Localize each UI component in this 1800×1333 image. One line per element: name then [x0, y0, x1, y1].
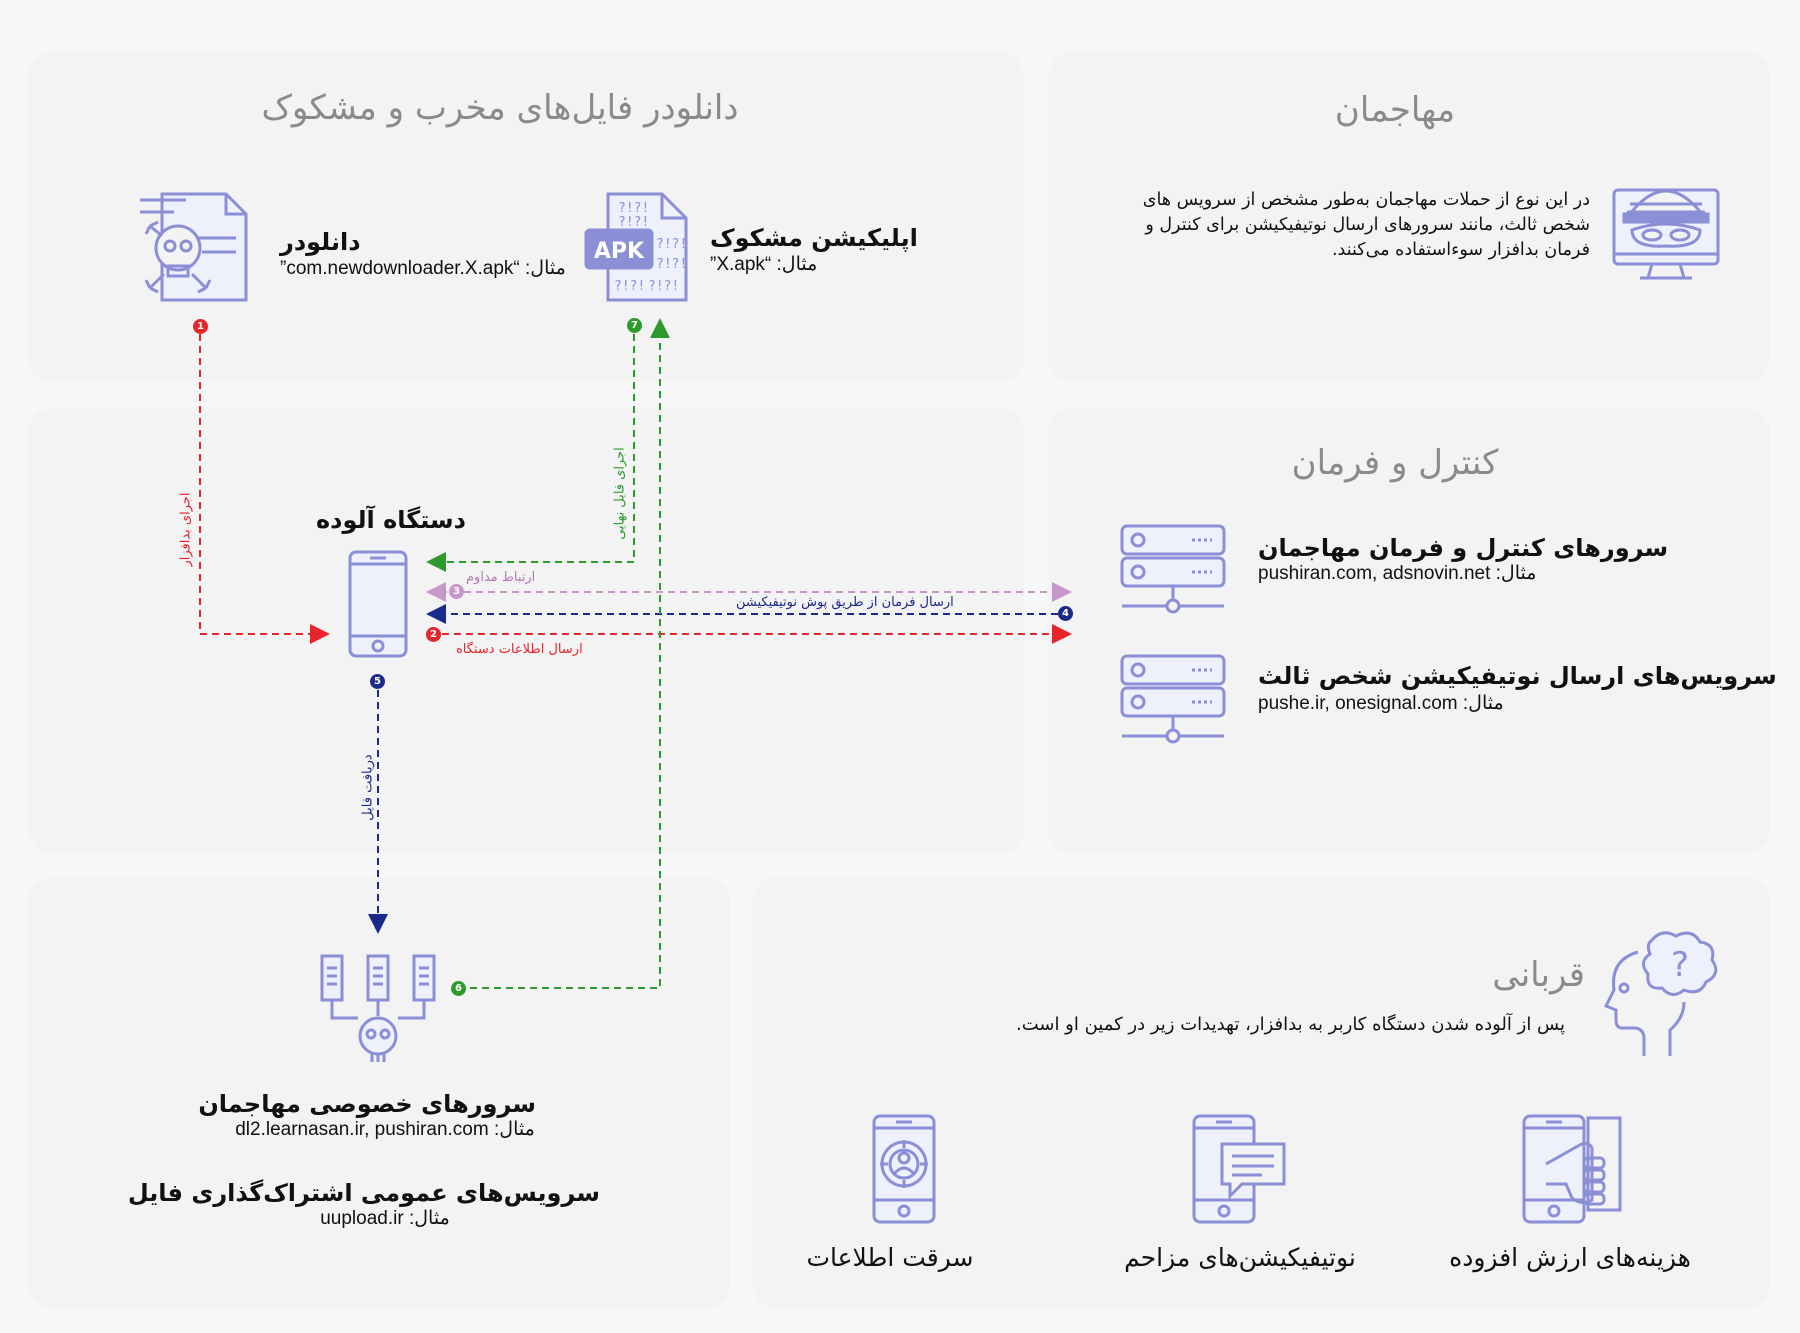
send-command-push-label: ارسال فرمان از طریق پوش نوتیفیکیشن — [736, 595, 954, 610]
svg-text:?!?!: ?!?! — [656, 237, 688, 252]
victim-panel-title: قربانی — [1492, 955, 1585, 995]
cnc-servers-name: سرورهای کنترل و فرمان مهاجمان — [1258, 534, 1669, 562]
downloader-panel-title: دانلودر فایل‌های مخرب و مشکوک — [261, 88, 739, 128]
svg-text:APK: APK — [593, 239, 645, 264]
svg-text:?!?!: ?!?! — [648, 279, 680, 294]
downloader-example: مثال: “com.newdownloader.X.apk” — [280, 258, 566, 279]
cnc-panel-title: کنترل و فرمان — [1291, 443, 1499, 483]
victim-description: پس از آلوده شدن دستگاه کاربر به بدافزار، تهدیدات زیر در کمین او است. — [1015, 1014, 1565, 1035]
run-final-file-arrow — [428, 334, 634, 562]
attackers-panel-title: مهاجمان — [1334, 90, 1456, 130]
run-malware-arrow — [200, 334, 328, 634]
badge-6: 6 — [451, 981, 466, 996]
continuous-connection-label: ارتباط مداوم — [466, 570, 536, 585]
badge-4: 4 — [1058, 606, 1073, 621]
data-theft-label: سرقت اطلاعات — [806, 1243, 974, 1272]
svg-text:?!?!: ?!?! — [618, 215, 650, 230]
private-servers-example: مثال: dl2.learnasan.ir, pushiran.com — [235, 1119, 535, 1140]
run-malware-label: اجرای بدافزار — [178, 492, 194, 567]
push-services-name: سرویس‌های ارسال نوتیفیکیشن شخص ثالث — [1258, 662, 1777, 690]
send-device-info-label: ارسال اطلاعات دستگاه — [456, 642, 583, 657]
annoying-notifications-label: نوتیفیکیشن‌های مزاحم — [1124, 1243, 1356, 1272]
svg-text:?: ? — [1670, 945, 1690, 985]
public-share-name: سرویس‌های عمومی اشتراک‌گذاری فایل — [127, 1179, 600, 1207]
svg-text:?!?!: ?!?! — [618, 201, 650, 216]
receive-file-label: دریافت فایل — [360, 754, 376, 821]
run-final-file-label: اجرای فایل نهایی — [612, 447, 628, 540]
cnc-servers-example: مثال: pushiran.com, adsnovin.net — [1258, 563, 1537, 584]
push-services-example: مثال: pushe.ir, onesignal.com — [1258, 693, 1504, 714]
badge-2: 2 — [426, 627, 441, 642]
badge-1: 1 — [193, 319, 208, 334]
vas-charges-label: هزینه‌های ارزش افزوده — [1449, 1243, 1691, 1272]
badge-7: 7 — [627, 318, 642, 333]
badge-3: 3 — [449, 584, 464, 599]
attackers-description: در این نوع از حملات مهاجمان به‌طور مشخص از سرویس های شخص ثالث، مانند سرورهای ارسال نوتیفیکیشن برای کنترل و فرمان بدافزار سوءاستفاده می‌کنند. — [1142, 190, 1590, 260]
svg-text:?!?!: ?!?! — [656, 257, 688, 272]
downloader-name: دانلودر — [280, 228, 361, 256]
svg-text:?!?!: ?!?! — [614, 279, 646, 294]
suspicious-app-name: اپلیکیشن مشکوک — [710, 224, 918, 252]
suspicious-app-example: مثال: “X.apk” — [710, 254, 818, 275]
infected-device-name: دستگاه آلوده — [316, 506, 466, 534]
private-servers-name: سرورهای خصوصی مهاجمان — [198, 1090, 536, 1118]
badge-5: 5 — [370, 674, 385, 689]
public-share-example: مثال: uupload.ir — [320, 1208, 450, 1229]
